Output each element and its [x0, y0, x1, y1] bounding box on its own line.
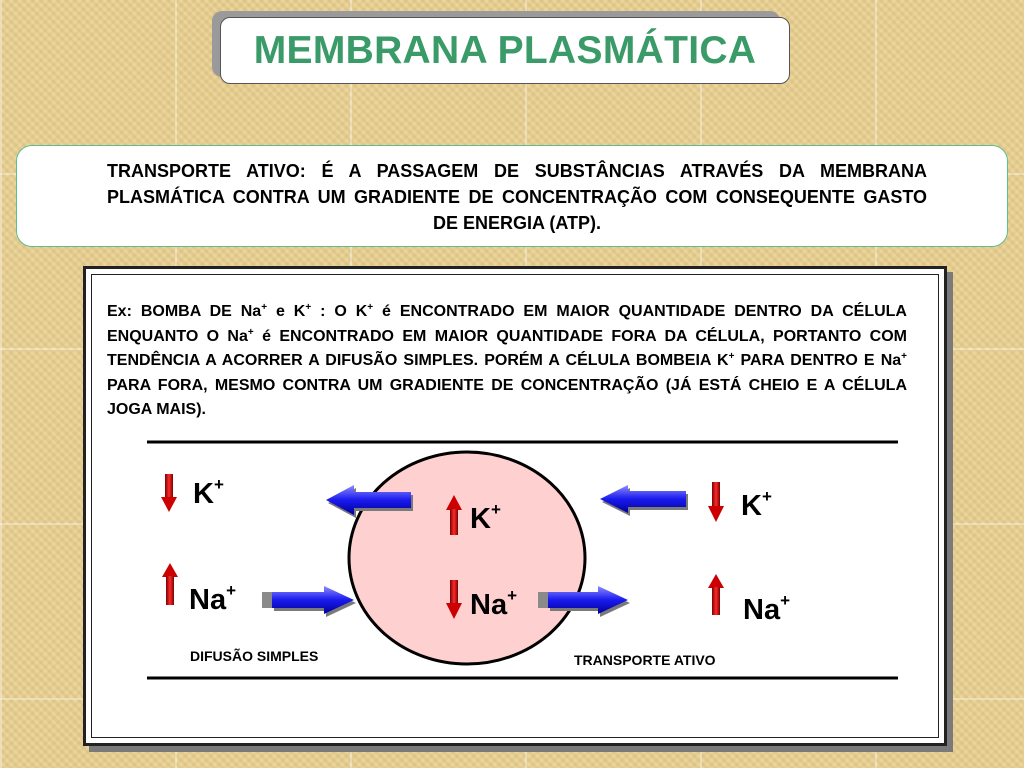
ion-na-right: Na+ — [743, 591, 791, 626]
na-up-arrow-left-icon — [162, 563, 178, 605]
ion-na-cell: Na+ — [470, 586, 518, 621]
example-text: Ex: BOMBA DE Na+ e K+ : O K+ é ENCONTRADO EM MAIOR QUANTIDADE DENTRO DA CÉLULA ENQUANTO O Na+ é ENCONTRADO EM MAIOR QUANTIDADE FORA DA CÉLULA, PORTANTO COM TENDÊNCIA A ACORRER A DIFUSÃO SIMPLES. PORÉM A CÉLULA BOMBEIA K+ PARA DENTRO E Na+ PARA FORA, MESMO CONTRA UM GRADIENTE DE CONCENTRAÇÃO (JÁ ESTÁ CHEIO E A CÉLULA JOGA MAIS). — [107, 302, 908, 418]
ion-na-left: Na+ — [189, 581, 237, 616]
left-arrow-right-side-icon — [600, 485, 688, 516]
ion-k-cell: K+ — [470, 500, 501, 535]
k-down-arrow-right-icon — [708, 482, 724, 522]
definition-text: TRANSPORTE ATIVO: É A PASSAGEM DE SUBSTÂNCIAS ATRAVÉS DA MEMBRANA PLASMÁTICA CONTRA UM GRADIENTE DE CONCENTRAÇÃO COM CONSEQUENTE GASTO DE ENERGIA (ATP). — [107, 161, 927, 233]
k-down-arrow-left-icon — [161, 474, 177, 512]
cell-circle — [349, 452, 585, 664]
slide-title: MEMBRANA PLASMÁTICA — [253, 28, 757, 72]
ion-k-left: K+ — [193, 475, 224, 510]
caption-simple-diffusion: DIFUSÃO SIMPLES — [190, 648, 319, 664]
na-up-arrow-right-icon — [708, 574, 724, 615]
ion-k-right: K+ — [741, 487, 772, 522]
na-right-arrow-left-icon — [262, 586, 356, 617]
caption-active-transport: TRANSPORTE ATIVO — [574, 652, 716, 668]
